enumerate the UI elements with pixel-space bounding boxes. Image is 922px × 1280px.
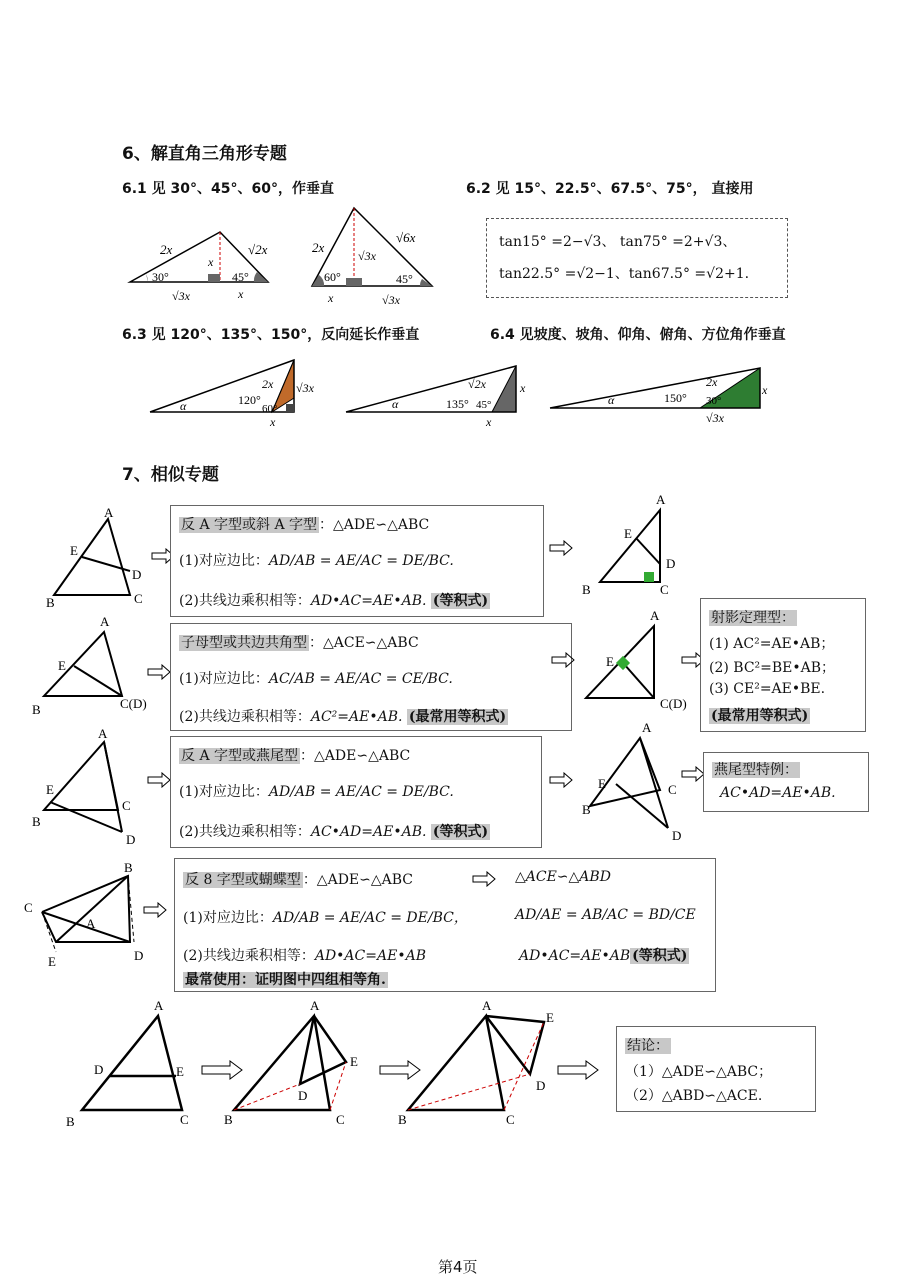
figure-6-3-6-4 (140, 352, 860, 432)
svg-text:45°: 45° (476, 399, 492, 411)
arrow-right-icon (146, 664, 172, 680)
svg-text:√3x: √3x (172, 289, 190, 303)
svg-text:E: E (58, 658, 66, 673)
svg-text:E: E (176, 1064, 184, 1079)
svg-text:D: D (134, 948, 144, 963)
svg-text:E: E (546, 1010, 554, 1025)
svg-text:2x: 2x (312, 240, 325, 255)
r2-side-title: 射影定理型： (711, 610, 795, 626)
r4-sim: ：△ADE∽△ABC (302, 872, 414, 888)
svg-text:x: x (208, 255, 214, 269)
svg-text:C(D): C(D) (660, 696, 687, 711)
r3-side-box (703, 752, 869, 812)
r2-side-2: (2) BC²=BE•AB； (709, 660, 836, 676)
svg-text:E: E (598, 776, 606, 791)
svg-text:A: A (642, 720, 652, 735)
subsection-6-1: 6.1 见 30°、45°、60°，作垂直 (122, 181, 334, 197)
svg-text:D: D (536, 1078, 546, 1093)
r1-box (170, 505, 544, 617)
figure-rotation (60, 998, 620, 1128)
svg-text:A: A (104, 505, 114, 520)
svg-text:D: D (666, 556, 676, 571)
r3-type: 反 A 字型或燕尾型 (181, 748, 299, 764)
r2-type: 子母型或共边共角型 (181, 635, 307, 651)
svg-text:C: C (180, 1112, 189, 1127)
svg-text:150°: 150° (664, 391, 687, 405)
figure-r3-left (30, 728, 150, 848)
svg-text:x: x (270, 415, 276, 429)
r2-sim: ：△ACE∽△ABC (309, 635, 419, 651)
svg-text:B: B (46, 595, 55, 610)
figure-r1-right (580, 490, 680, 600)
svg-text:α: α (180, 399, 187, 413)
r2-tag: (最常用等积式) (408, 709, 507, 725)
tan-line-2: tan22.5° =√2−1、tan67.5° =√2+1. (499, 266, 750, 282)
svg-text:C: C (506, 1112, 515, 1127)
svg-text:B: B (66, 1114, 75, 1128)
arrow-right-icon (146, 772, 172, 788)
svg-text:C(D): C(D) (120, 696, 147, 711)
r4-prod2: AD•AC=AE•AB (519, 948, 631, 964)
r1-ratio-label: (1)对应边比： (179, 553, 269, 569)
r4-ratio2: AD/AE = AB/AC = BD/CE (515, 907, 696, 923)
r2-prod: AC²=AE•AB. (310, 709, 403, 725)
section-7-title: 7、相似专题 (122, 465, 219, 485)
svg-text:√3x: √3x (296, 381, 314, 395)
subsection-6-4: 6.4 见坡度、坡角、仰角、俯角、方位角作垂直 (490, 327, 786, 343)
svg-text:C: C (668, 782, 677, 797)
svg-text:√2x: √2x (468, 377, 486, 391)
svg-text:B: B (224, 1112, 233, 1127)
r2-side-box (700, 598, 866, 732)
r4-ratio-label: (1)对应边比： (183, 910, 273, 926)
r3-ratio-label: (1)对应边比： (179, 784, 269, 800)
svg-text:2x: 2x (160, 242, 173, 257)
svg-text:A: A (100, 614, 110, 629)
r1-prod-label: (2)共线边乘积相等： (179, 593, 311, 609)
svg-text:D: D (298, 1088, 308, 1103)
r2-side-tag: (最常用等积式) (711, 708, 809, 724)
svg-text:D: D (126, 832, 136, 847)
svg-text:α: α (392, 397, 399, 411)
r2-prod-label: (2)共线边乘积相等： (179, 709, 311, 725)
arrow-right-icon (471, 871, 497, 887)
r2-ratio: AC/AB = AE/AC = CE/BC. (268, 671, 453, 687)
svg-text:30°: 30° (152, 270, 169, 284)
r3-tag: (等积式) (432, 824, 489, 840)
svg-text:D: D (94, 1062, 104, 1077)
svg-text:A: A (656, 492, 666, 507)
svg-text:C: C (660, 582, 669, 597)
r3-ratio: AD/AB = AE/AC = DE/BC. (268, 784, 454, 800)
svg-text:C: C (336, 1112, 345, 1127)
svg-text:60°: 60° (262, 403, 278, 415)
svg-text:√2x: √2x (248, 242, 268, 257)
subsection-6-2: 6.2 见 15°、22.5°、67.5°、75°， 直接用 (466, 181, 754, 197)
svg-text:B: B (582, 582, 591, 597)
svg-text:E: E (624, 526, 632, 541)
r3-sim: ：△ADE∽△ABC (300, 748, 411, 764)
svg-text:B: B (582, 802, 591, 817)
svg-text:B: B (32, 814, 41, 829)
r3-prod-label: (2)共线边乘积相等： (179, 824, 311, 840)
svg-text:B: B (398, 1112, 407, 1127)
figure-6-1 (120, 202, 450, 312)
r4-tag: (等积式) (632, 948, 688, 964)
svg-text:D: D (672, 828, 682, 843)
svg-text:45°: 45° (232, 270, 249, 284)
r3-prod: AC•AD=AE•AB. (310, 824, 427, 840)
r2-side-1: (1) AC²=AE•AB； (709, 636, 835, 652)
arrow-right-icon (548, 772, 574, 788)
conclusion-box (616, 1026, 816, 1112)
svg-text:√3x: √3x (706, 411, 724, 425)
r4-sim2: △ACE∽△ABD (515, 869, 611, 885)
svg-text:B: B (124, 860, 133, 875)
svg-text:D: D (132, 567, 142, 582)
svg-text:A: A (154, 998, 164, 1013)
section-6-title: 6、解直角三角形专题 (122, 144, 287, 164)
conclusion-title: 结论： (627, 1038, 669, 1054)
svg-text:A: A (482, 998, 492, 1013)
svg-text:60°: 60° (324, 270, 341, 284)
figure-r4-left (20, 856, 160, 972)
r2-side-3: (3) CE²=AE•BE. (709, 681, 826, 697)
svg-text:2x: 2x (706, 375, 718, 389)
svg-text:120°: 120° (238, 393, 261, 407)
svg-text:E: E (606, 654, 614, 669)
svg-text:α: α (608, 393, 615, 407)
svg-text:C: C (122, 798, 131, 813)
svg-text:x: x (486, 415, 492, 429)
subsection-6-3: 6.3 见 120°、135°、150°，反向延长作垂直 (122, 327, 420, 343)
r3-box (170, 736, 542, 848)
svg-text:√6x: √6x (396, 230, 416, 245)
figure-r3-right (580, 720, 690, 850)
r1-ratio: AD/AB = AE/AC = DE/BC. (268, 553, 454, 569)
svg-text:135°: 135° (446, 397, 469, 411)
tan-line-1: tan15° =2−√3、 tan75° =2+√3、 (499, 234, 737, 250)
svg-text:A: A (310, 998, 320, 1013)
svg-text:√3x: √3x (358, 249, 376, 263)
svg-text:x: x (762, 383, 768, 397)
svg-text:A: A (650, 608, 660, 623)
r4-prod-label: (2)共线边乘积相等： (183, 948, 315, 964)
r4-box (174, 858, 716, 992)
svg-text:30°: 30° (706, 395, 722, 407)
r4-prod: AD•AC=AE•AB (314, 948, 426, 964)
arrow-right-icon (550, 652, 576, 668)
svg-text:A: A (86, 916, 96, 931)
svg-text:B: B (32, 702, 41, 717)
r2-ratio-label: (1)对应边比： (179, 671, 269, 687)
svg-text:A: A (98, 728, 108, 741)
r4-ratio: AD/AB = AE/AC = DE/BC， (272, 910, 468, 926)
arrow-right-icon (548, 540, 574, 556)
conclusion-2: （2）△ABD∽△ACE. (625, 1088, 763, 1104)
svg-text:x: x (238, 287, 244, 301)
arrow-right-icon (142, 902, 168, 918)
r1-type: 反 A 字型或斜 A 字型 (181, 517, 318, 533)
svg-text:C: C (24, 900, 33, 915)
svg-text:√3x: √3x (382, 293, 400, 307)
r2-box (170, 623, 572, 731)
svg-text:x: x (520, 381, 526, 395)
svg-text:2x: 2x (262, 377, 274, 391)
svg-text:C: C (134, 591, 143, 606)
tan-values-box (486, 218, 788, 298)
r1-prod: AD•AC=AE•AB. (310, 593, 427, 609)
r4-usage: 最常使用：证明图中四组相等角. (185, 972, 386, 988)
svg-text:E: E (46, 782, 54, 797)
svg-text:E: E (48, 954, 56, 969)
r4-type: 反 8 字型或蝴蝶型 (185, 872, 301, 888)
r3-side-1: AC•AD=AE•AB. (720, 785, 836, 801)
page-number: 第4页 (438, 1258, 478, 1276)
svg-text:E: E (70, 543, 78, 558)
svg-text:x: x (328, 291, 334, 305)
r1-tag: (等积式) (432, 593, 489, 609)
svg-text:E: E (350, 1054, 358, 1069)
r3-side-title: 燕尾型特例： (714, 762, 798, 778)
svg-text:45°: 45° (396, 272, 413, 286)
conclusion-1: （1）△ADE∽△ABC； (625, 1064, 773, 1080)
r1-sim: ：△ADE∽△ABC (319, 517, 430, 533)
